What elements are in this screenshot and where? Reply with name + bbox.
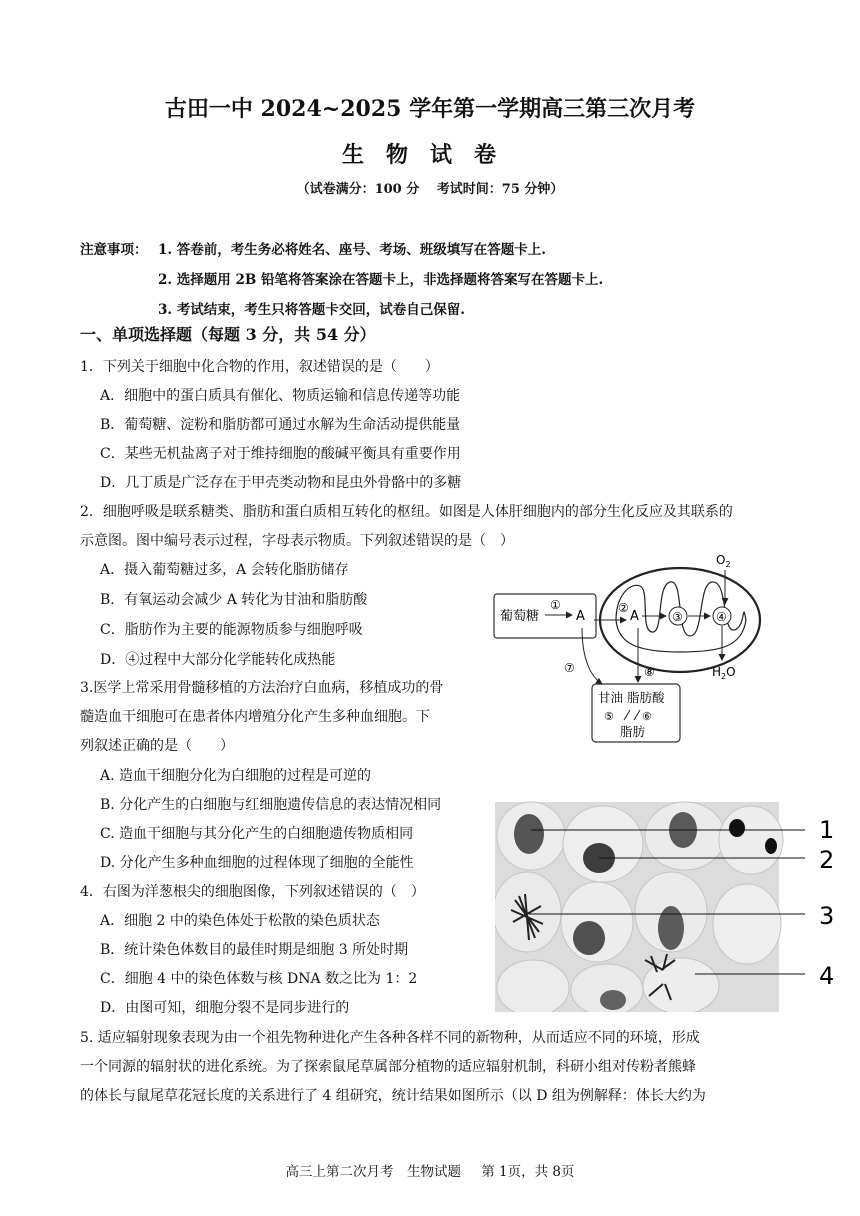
cell-label-4: 4 bbox=[819, 962, 835, 990]
condensed-chromosomes bbox=[765, 838, 777, 854]
question-3-option-a: A. 造血干细胞分化为白细胞的过程是可逆的 bbox=[100, 768, 372, 784]
notice-item: 2. 选择题用 2B 铅笔将答案涂在答题卡上，非选择题将答案写在答题卡上. bbox=[158, 272, 604, 288]
nucleus bbox=[514, 814, 544, 854]
question-1-option-b: B．葡萄糖、淀粉和脂肪都可通过水解为生命活动提供能量 bbox=[100, 417, 461, 433]
step-5-label: ⑤ bbox=[604, 710, 614, 723]
exam-title: 古田一中 2024~2025 学年第一学期高三第三次月考 bbox=[164, 96, 696, 122]
question-1-option-c: C．某些无机盐离子对于维持细胞的酸碱平衡具有重要作用 bbox=[100, 446, 461, 462]
question-4-option-c: C．细胞 4 中的染色体数与核 DNA 数之比为 1：2 bbox=[100, 971, 418, 987]
step-8-label: ⑧ bbox=[644, 665, 655, 679]
question-4-option-d: D．由图可知，细胞分裂不是同步进行的 bbox=[100, 1000, 350, 1016]
cell-label-3: 3 bbox=[819, 902, 835, 930]
step-6-label: ⑥ bbox=[642, 710, 652, 723]
step-7-label: ⑦ bbox=[564, 661, 575, 675]
step-1-label: ① bbox=[550, 598, 561, 612]
cell-label-1: 1 bbox=[819, 816, 835, 844]
question-3-stem-line: 髓造血干细胞可在患者体内增殖分化产生多种血细胞。下 bbox=[80, 709, 430, 725]
question-3-option-c: C. 造血干细胞与其分化产生的白细胞遗传物质相同 bbox=[100, 826, 414, 842]
cell-label-2: 2 bbox=[819, 846, 835, 874]
substance-a-label: A bbox=[576, 609, 585, 624]
glycerol-fatty-acid-label: 甘油 脂肪酸 bbox=[598, 690, 665, 705]
question-2-option-a: A．摄入葡萄糖过多，A 会转化脂肪储存 bbox=[100, 562, 349, 578]
glucose-label: 葡萄糖 bbox=[500, 609, 540, 624]
footer-page-number: 第 1页，共 8页 bbox=[481, 1164, 575, 1180]
cell-outline bbox=[497, 960, 569, 1012]
fat-label: 脂肪 bbox=[620, 724, 646, 739]
arrow-6 bbox=[634, 710, 640, 720]
question-2-option-b: B．有氧运动会减少 A 转化为甘油和脂肪酸 bbox=[100, 592, 368, 608]
substance-a-inner-label: A bbox=[630, 609, 639, 624]
cell-outline bbox=[713, 884, 781, 964]
nucleus bbox=[573, 921, 605, 955]
question-5-text-line: 一个同源的辐射状的进化系统。为了探索鼠尾草属部分植物的适应辐射机制，科研小组对传粉者熊蜂 bbox=[80, 1059, 696, 1075]
notice-item: 1. 答卷前，考生务必将姓名、座号、考场、班级填写在答题卡上. bbox=[158, 242, 546, 258]
question-4-option-b: B．统计染色体数目的最佳时期是细胞 3 所处时期 bbox=[100, 942, 409, 958]
exam-meta: （试卷满分：100 分 考试时间：75 分钟） bbox=[296, 182, 564, 197]
question-4-stem: 4．右图为洋葱根尖的细胞图像，下列叙述错误的（ ） bbox=[80, 884, 425, 900]
step-4-label: ④ bbox=[716, 610, 727, 624]
question-3-option-b: B. 分化产生的白细胞与红细胞遗传信息的表达情况相同 bbox=[100, 797, 442, 813]
question-1-option-a: A．细胞中的蛋白质具有催化、物质运输和信息传递等功能 bbox=[100, 388, 461, 404]
question-4-option-a: A．细胞 2 中的染色体处于松散的染色质状态 bbox=[100, 913, 380, 929]
question-5-text-line: 的体长与鼠尾草花冠长度的关系进行了 4 组研究，统计结果如图所示（以 D 组为例解释：体长大约为 bbox=[80, 1088, 706, 1104]
condensed-chromosomes bbox=[729, 819, 745, 837]
question-3-option-d: D. 分化产生多种血细胞的过程体现了细胞的全能性 bbox=[100, 855, 414, 871]
metabolism-diagram bbox=[490, 548, 780, 748]
notice-item: 3. 考试结束，考生只将答题卡交回，试卷自己保留. bbox=[158, 302, 465, 318]
exam-subject: 生物试卷 bbox=[341, 142, 518, 168]
section-heading: 一、单项选择题（每题 3 分，共 54 分） bbox=[80, 325, 376, 344]
onion-root-tip-micrograph bbox=[495, 800, 845, 1012]
question-5-text-line: 5. 适应辐射现象表现为由一个祖先物种进化产生各种各样不同的新物种，从而适应不同的环境，形成 bbox=[80, 1030, 700, 1046]
question-3-stem-line: 3.医学上常采用骨髓移植的方法治疗白血病，移植成功的骨 bbox=[80, 680, 444, 696]
step-3-label: ③ bbox=[672, 610, 683, 624]
question-1-option-d: D．几丁质是广泛存在于甲壳类动物和昆虫外骨骼中的多糖 bbox=[100, 475, 462, 491]
question-2-stem-line: 示意图。图中编号表示过程，字母表示物质。下列叙述错误的是（ ） bbox=[80, 533, 514, 549]
question-1-stem: 1．下列关于细胞中化合物的作用，叙述错误的是（ ） bbox=[80, 359, 439, 375]
footer-exam-name: 高三上第二次月考 生物试题 bbox=[285, 1164, 461, 1180]
question-3-stem-line: 列叙述正确的是（ ） bbox=[80, 738, 234, 754]
page-footer bbox=[0, 1160, 860, 1180]
step-2-label: ② bbox=[618, 601, 629, 615]
nucleus bbox=[600, 990, 626, 1010]
nucleus bbox=[658, 906, 684, 950]
water-label: $H_2O$ bbox=[712, 665, 736, 681]
notice-label: 注意事项： bbox=[80, 242, 148, 258]
oxygen-label: $O_2$ bbox=[716, 553, 731, 569]
question-2-stem-line: 2．细胞呼吸是联系糖类、脂肪和蛋白质相互转化的枢纽。如图是人体肝细胞内的部分生化反应及其联系的 bbox=[80, 504, 733, 520]
arrow-7 bbox=[582, 628, 602, 684]
question-2-option-c: C．脂肪作为主要的能源物质参与细胞呼吸 bbox=[100, 622, 363, 638]
question-2-option-d: D．④过程中大部分化学能转化成热能 bbox=[100, 652, 336, 668]
arrow-5 bbox=[624, 710, 630, 720]
